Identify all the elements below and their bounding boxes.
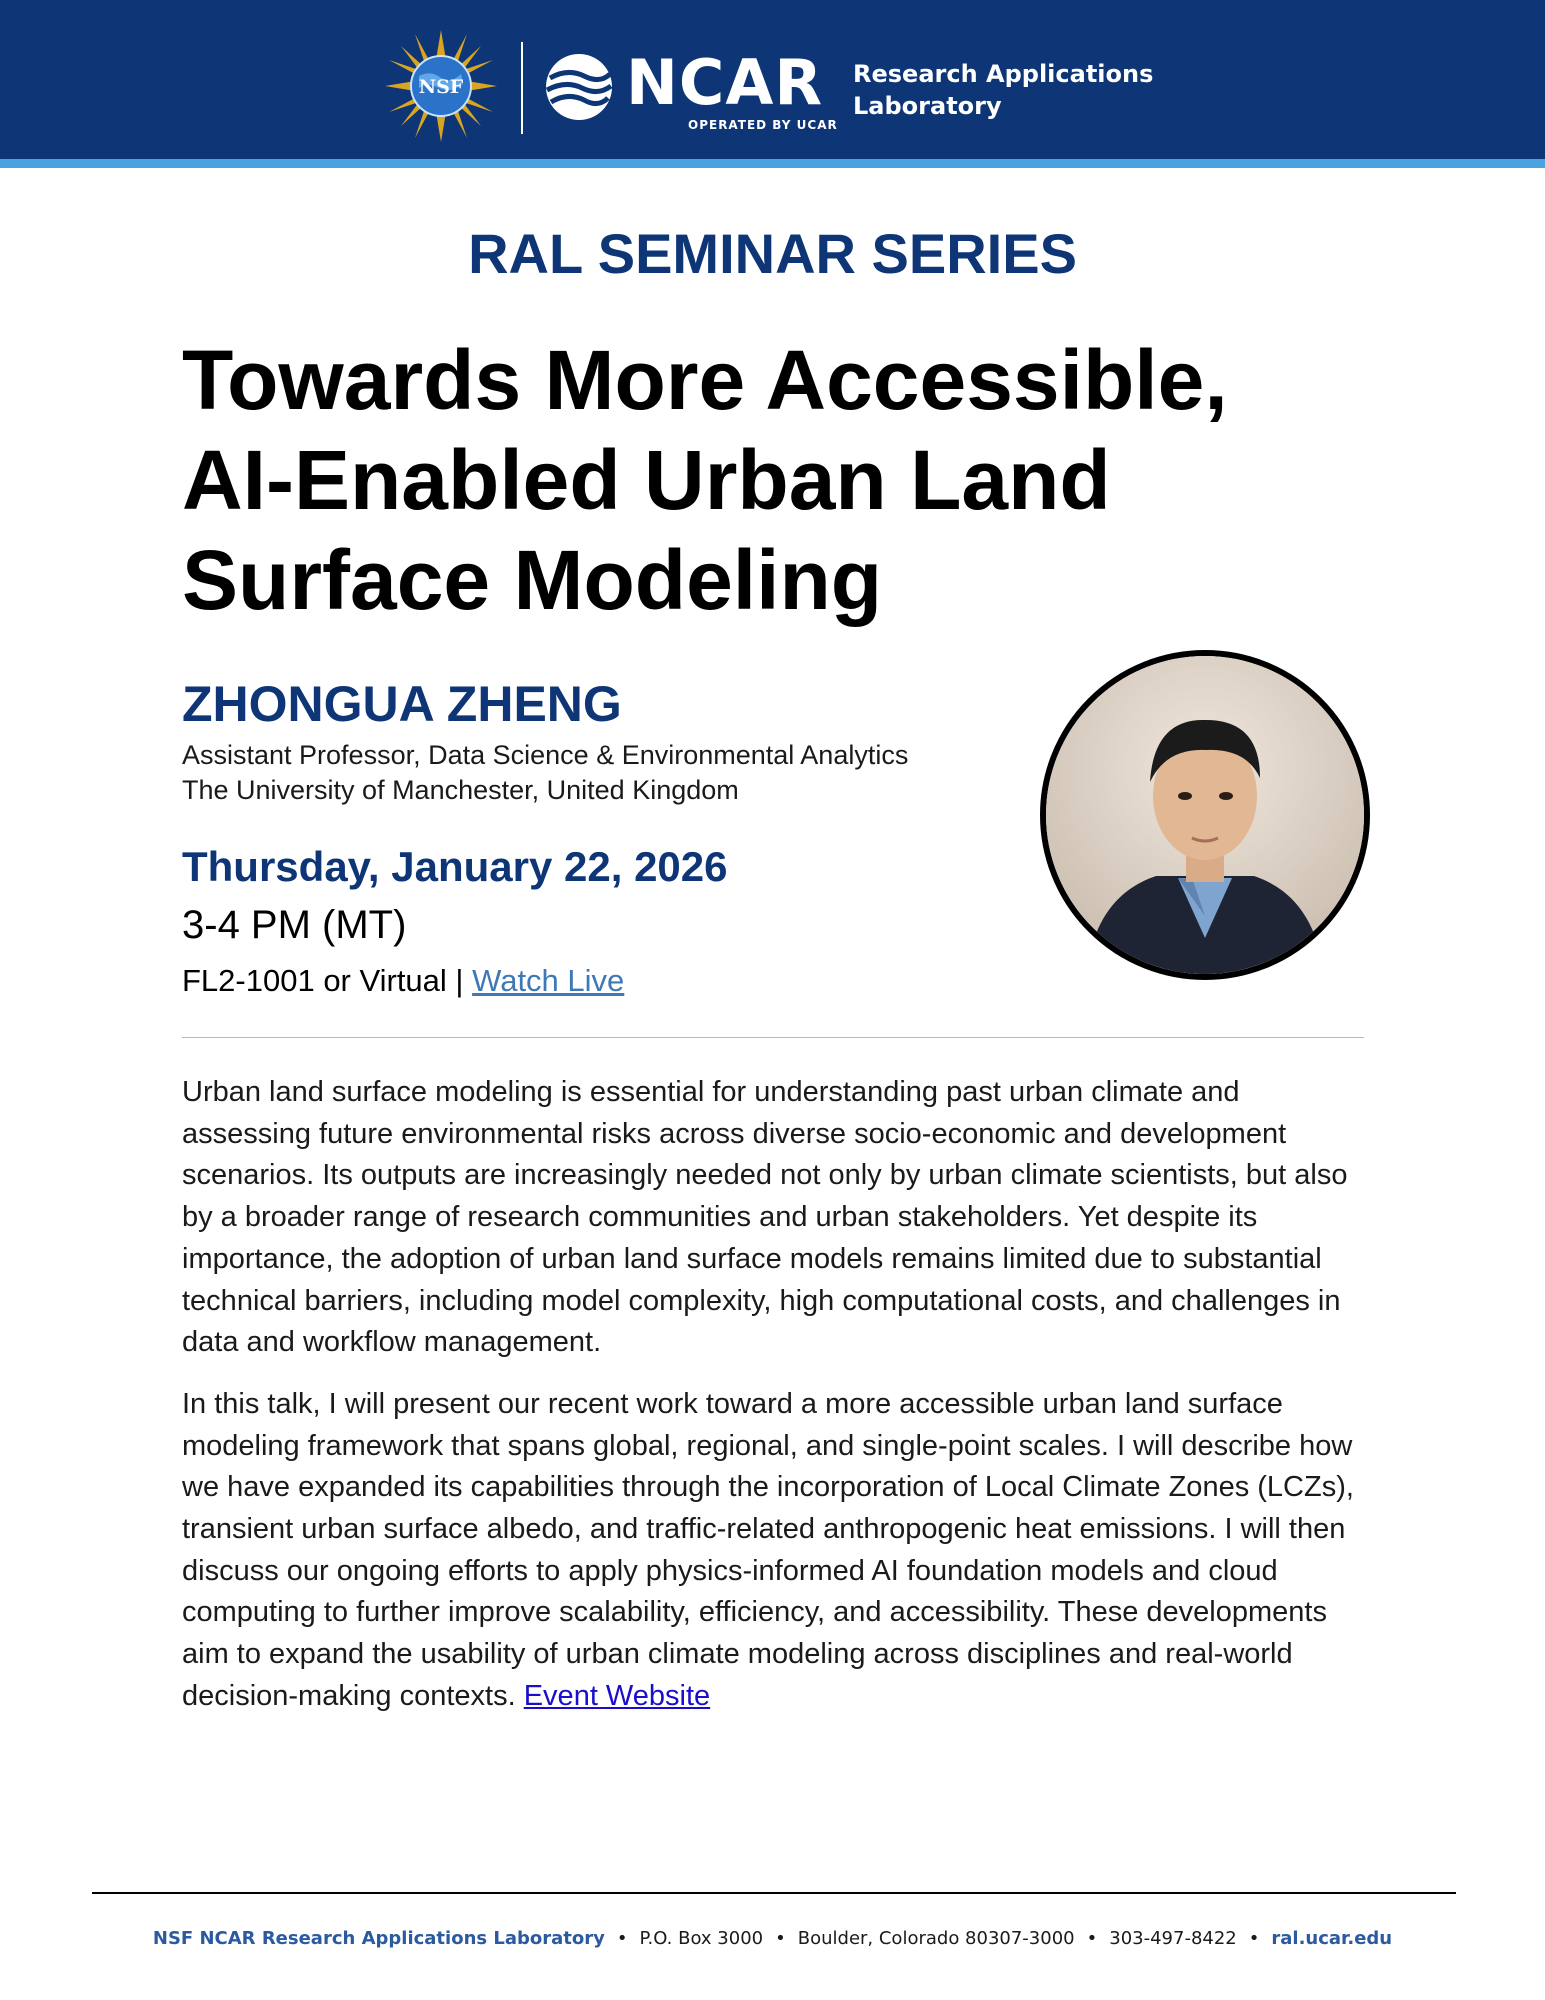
speaker-affiliation: The University of Manchester, United Kingdom	[182, 775, 739, 805]
ncar-operated-by: OPERATED BY UCAR	[688, 118, 838, 132]
lab-name	[853, 58, 1153, 122]
event-time: 3-4 PM (MT)	[182, 903, 407, 947]
nsf-logo-text: NSF	[418, 76, 464, 98]
footer-city: Boulder, Colorado 80307-3000	[797, 1928, 1075, 1949]
abstract-paragraph-2	[182, 1384, 1362, 1718]
lab-name-line1: Research Applications	[853, 60, 1154, 88]
footer-po-box: P.O. Box 3000	[639, 1928, 764, 1949]
speaker-role: Assistant Professor, Data Science & Environmental Analytics	[182, 740, 909, 770]
ncar-wordmark: NCAR	[626, 46, 824, 119]
watch-live-link[interactable]: Watch Live	[472, 963, 625, 998]
talk-title	[182, 330, 1382, 630]
footer	[0, 1926, 1545, 1952]
abstract	[182, 1072, 1362, 1738]
footer-url-link[interactable]: ral.ucar.edu	[1271, 1928, 1393, 1949]
event-date: Thursday, January 22, 2026	[182, 843, 728, 890]
speaker-photo-illustration	[1046, 656, 1364, 974]
section-divider	[182, 1037, 1364, 1038]
footer-phone: 303-497-8422	[1109, 1928, 1237, 1949]
footer-rule	[92, 1892, 1456, 1894]
lab-name-line2: Laboratory	[853, 92, 1002, 120]
speaker-name: ZHONGUA ZHENG	[182, 676, 622, 732]
event-location	[182, 961, 624, 1001]
event-location-text: FL2-1001 or Virtual |	[182, 963, 473, 998]
abstract-paragraph-1: Urban land surface modeling is essential for understanding past urban climate and assessing future environmental risks across diverse socio-economic and development scenarios. Its outputs are increasingly needed not only by urban climate scientists, but also by a broader range of research communities and urban stakeholders. Yet despite its importance, the adoption of urban land surface models remains limited due to substantial technical barriers, including model complexity, high computational costs, and challenges in data and workflow management.	[182, 1076, 1348, 1359]
talk-title-line1: Towards More Accessible,	[182, 333, 1228, 427]
header-band	[0, 0, 1545, 159]
header-divider	[521, 42, 523, 134]
footer-separator: •	[775, 1928, 786, 1949]
event-website-link[interactable]: Event Website	[523, 1679, 711, 1712]
speaker-photo	[1040, 650, 1370, 980]
talk-title-line2: AI-Enabled Urban Land	[182, 433, 1111, 527]
nsf-logo	[385, 30, 497, 142]
header-stripe	[0, 159, 1545, 168]
talk-title-line3: Surface Modeling	[182, 533, 883, 627]
footer-org: NSF NCAR Research Applications Laboratory	[152, 1928, 605, 1949]
series-title: RAL SEMINAR SERIES	[468, 222, 1077, 285]
footer-separator: •	[1086, 1928, 1098, 1949]
footer-separator: •	[1248, 1928, 1260, 1949]
ncar-globe-icon	[544, 52, 614, 122]
abstract-paragraph-2-text: In this talk, I will present our recent work toward a more accessible urban land surface modeling framework that spans global, regional, and single-point scales. I will describe how we have expanded its capabilities through the incorporation of Local Climate Zones (LCZs), transient urban surface albedo, and traffic-related anthropogenic heat emissions. I will then discuss our ongoing efforts to apply physics-informed AI foundation models and cloud computing to further improve scalability, efficiency, and accessibility. These developments aim to expand the usability of urban climate modeling across disciplines and real-world decision-making contexts.	[182, 1387, 1354, 1712]
footer-separator: •	[616, 1928, 628, 1949]
